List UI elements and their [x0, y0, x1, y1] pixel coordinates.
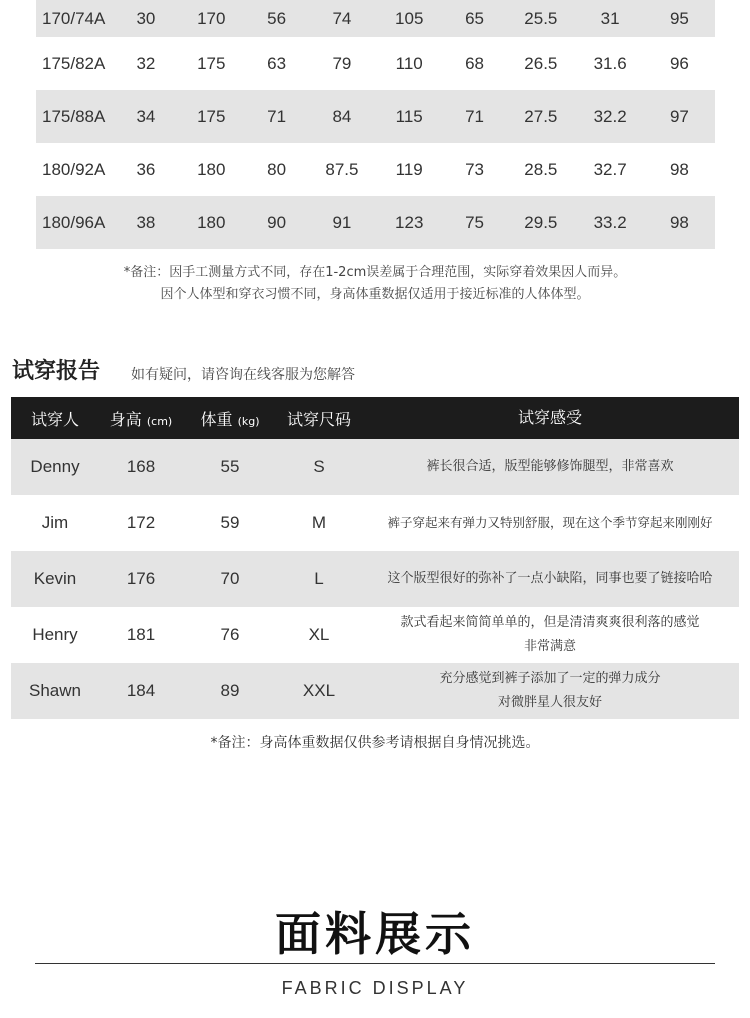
tester-name: Jim	[41, 513, 69, 532]
size-cell: 32	[136, 53, 156, 73]
tester-height: 172	[126, 513, 156, 532]
size-cell: 180	[197, 159, 226, 179]
size-row	[36, 143, 715, 196]
size-cell: 175/82A	[42, 53, 106, 73]
tester-height: 184	[126, 681, 156, 700]
tester-feedback	[361, 511, 739, 535]
size-cell: 26.5	[524, 53, 558, 73]
fabric-subtitle: FABRIC DISPLAY	[281, 978, 469, 998]
tester-weight: 76	[220, 625, 240, 644]
size-cell: 180	[197, 212, 226, 232]
size-cell: 34	[136, 106, 156, 126]
tester-weight: 70	[220, 569, 240, 588]
tester-weight: 55	[220, 457, 240, 476]
size-cell: 87.5	[325, 159, 359, 179]
size-cell: 75	[465, 212, 484, 232]
tester-name: Kevin	[33, 569, 77, 588]
report-title: 试穿报告	[12, 359, 101, 384]
size-cell: 115	[395, 106, 423, 126]
tester-feedback	[361, 611, 739, 659]
size-row	[36, 196, 715, 249]
header-feedback: 试穿感受	[517, 408, 582, 427]
table-row	[11, 607, 739, 663]
tester-size: XL	[308, 625, 330, 644]
size-cell: 56	[267, 8, 287, 28]
size-cell: 123	[395, 212, 424, 232]
tester-name: Henry	[32, 625, 78, 644]
feedback-line: 款式看起来简简单单的，但是清清爽爽很利落的感觉	[400, 615, 700, 630]
size-cell: 31.6	[593, 53, 627, 73]
size-cell: 98	[669, 159, 689, 179]
size-cell: 97	[669, 106, 689, 126]
fabric-title: 面料展示	[275, 907, 475, 961]
divider	[35, 963, 715, 964]
size-cell: 74	[332, 8, 352, 28]
header-height	[99, 407, 183, 430]
tester-feedback	[361, 455, 739, 479]
size-cell: 68	[465, 53, 484, 73]
tester-weight: 89	[220, 681, 240, 700]
size-cell: 170/74A	[42, 8, 106, 28]
tester-height: 176	[126, 569, 156, 588]
size-cell: 27.5	[524, 106, 558, 126]
size-cell: 71	[267, 106, 287, 126]
tester-height: 181	[126, 625, 156, 644]
size-cell: 31	[600, 8, 620, 28]
header-weight-unit: (kg)	[237, 414, 260, 428]
feedback-line: 非常满意	[523, 639, 576, 654]
size-cell: 170	[197, 8, 226, 28]
report-subtitle: 如有疑问，请咨询在线客服为您解答	[131, 367, 355, 383]
size-cell: 96	[669, 53, 689, 73]
size-cell: 90	[267, 212, 287, 232]
size-cell: 32.2	[593, 106, 627, 126]
size-cell: 29.5	[524, 212, 558, 232]
header-weight	[183, 407, 277, 430]
table-row	[11, 663, 739, 719]
size-cell: 36	[136, 159, 156, 179]
feedback-line: 裤长很合适，版型能够修饰腿型，非常喜欢	[426, 459, 674, 474]
header-height-label: 身高	[109, 409, 142, 429]
tester-feedback	[361, 667, 739, 715]
tester-height: 168	[126, 457, 156, 476]
size-cell: 110	[395, 53, 423, 73]
size-note	[0, 262, 750, 306]
size-note-line2: 因个人体型和穿衣习惯不同，身高体重数据仅适用于接近标准的人体体型。	[160, 287, 590, 302]
tester-size: L	[314, 569, 324, 588]
size-cell: 95	[669, 8, 689, 28]
size-cell: 175	[197, 106, 226, 126]
size-cell: 65	[465, 8, 484, 28]
size-cell: 80	[267, 159, 287, 179]
table-row	[11, 551, 739, 607]
size-cell: 32.7	[593, 159, 627, 179]
header-size: 试穿尺码	[286, 409, 351, 429]
size-cell: 25.5	[524, 8, 558, 28]
size-cell: 180/96A	[42, 212, 106, 232]
size-row	[36, 37, 715, 90]
size-cell: 28.5	[524, 159, 558, 179]
size-cell: 175/88A	[42, 106, 106, 126]
tester-size: XXL	[302, 681, 336, 700]
feedback-line: 这个版型很好的弥补了一点小缺陷，同事也要了链接哈哈	[387, 571, 713, 586]
feedback-line: 裤子穿起来有弹力又特别舒服，现在这个季节穿起来刚刚好	[387, 515, 713, 530]
size-cell: 175	[197, 53, 226, 73]
header-weight-label: 体重	[200, 409, 233, 429]
size-table	[36, 0, 715, 249]
size-row	[36, 90, 715, 143]
size-cell: 33.2	[593, 212, 627, 232]
report-note: *备注：身高体重数据仅供参考请根据自身情况挑选。	[210, 735, 540, 751]
feedback-line: 对微胖星人很友好	[497, 695, 602, 710]
size-cell: 30	[136, 8, 156, 28]
report-table	[11, 397, 739, 719]
size-cell: 91	[332, 212, 352, 232]
size-cell: 73	[465, 159, 484, 179]
tester-size: M	[311, 513, 327, 532]
tester-name: Shawn	[29, 681, 81, 700]
size-cell: 105	[395, 8, 424, 28]
size-cell: 119	[395, 159, 423, 179]
size-row	[36, 0, 715, 37]
report-header	[11, 397, 739, 439]
tester-weight: 59	[220, 513, 240, 532]
size-note-line1: *备注：因手工测量方式不同，存在1-2cm误差属于合理范围，实际穿着效果因人而异。	[123, 265, 627, 280]
size-cell: 98	[669, 212, 689, 232]
header-tester: 试穿人	[30, 409, 79, 429]
feedback-line: 充分感觉到裤子添加了一定的弹力成分	[439, 671, 661, 686]
size-cell: 84	[332, 106, 352, 126]
size-cell: 79	[332, 53, 352, 73]
header-height-unit: (cm)	[146, 414, 173, 428]
size-cell: 38	[136, 212, 156, 232]
size-cell: 180/92A	[42, 159, 106, 179]
tester-name: Denny	[30, 457, 80, 476]
table-row	[11, 439, 739, 495]
size-cell: 71	[465, 106, 484, 126]
tester-feedback	[361, 567, 739, 591]
table-row	[11, 495, 739, 551]
size-cell: 63	[267, 53, 287, 73]
tester-size: S	[313, 457, 325, 476]
